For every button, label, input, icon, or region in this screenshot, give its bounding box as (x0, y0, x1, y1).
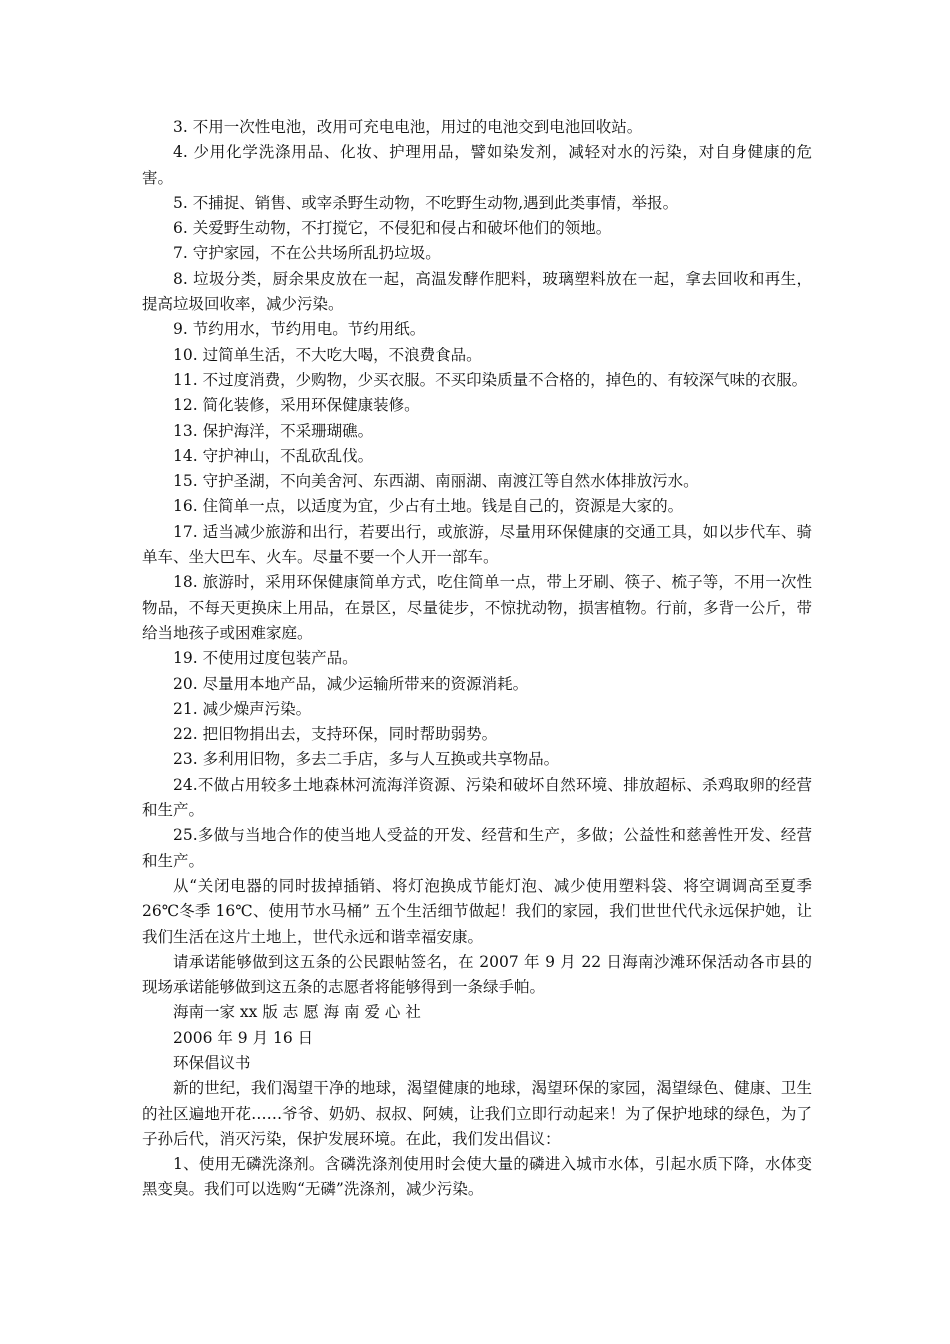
paragraph-item-18: 18. 旅游时，采用环保健康简单方式，吃住简单一点，带上牙刷、筷子、梳子等，不用一次性物品，不每天更换床上用品，在景区，尽量徒步，不惊扰动物，损害植物。行前，多背一公斤，带给当地孩子或困难家庭。 (142, 573, 812, 642)
signature-organization: 海南一家 xx 版 志 愿 海 南 爱 心 社 (173, 1003, 421, 1022)
paragraph-item-11: 11. 不过度消费，少购物，少买衣服。不买印染质量不合格的，掉色的、有较深气味的衣服。 (173, 370, 808, 389)
paragraph-item-17: 17. 适当减少旅游和出行，若要出行，或旅游，尽量用环保健康的交通工具，如以步代车、骑单车、坐大巴车、火车。尽量不要一个人开一部车。 (142, 522, 812, 567)
paragraph-item-14: 14. 守护神山，不乱砍乱伐。 (173, 446, 374, 465)
paragraph-item-19: 19. 不使用过度包装产品。 (173, 649, 358, 668)
paragraph-item-23: 23. 多利用旧物，多去二手店，多与人互换或共享物品。 (173, 750, 560, 769)
paragraph-intro: 新的世纪，我们渴望干净的地球，渴望健康的地球，渴望环保的家园，渴望绿色、健康、卫生的社区遍地开花……爷爷、奶奶、叔叔、阿姨，让我们立即行动起来！为了保护地球的绿色，为了子孙后代，消灭污染，保护发展环境。在此，我们发出倡议： (142, 1079, 812, 1148)
paragraph-item-9: 9. 节约用水，节约用电。节约用纸。 (173, 320, 426, 339)
paragraph-item-22: 22. 把旧物捐出去，支持环保，同时帮助弱势。 (173, 725, 498, 744)
paragraph-item-7: 7. 守护家园，不在公共场所乱扔垃圾。 (173, 244, 441, 263)
paragraph-item-4: 4. 少用化学洗涤用品、化妆、护理用品，譬如染发剂，减轻对水的污染，对自身健康的危害。 (142, 143, 812, 187)
paragraph-item-25: 25.多做与当地合作的使当地人受益的开发、经营和生产，多做；公益性和慈善性开发、经营和生产。 (142, 826, 812, 870)
document-body (142, 115, 812, 1203)
paragraph-item-16: 16. 住简单一点，以适度为宜，少占有土地。钱是自己的，资源是大家的。 (173, 497, 684, 516)
paragraph-item-5: 5. 不捕捉、销售、或宰杀野生动物，不吃野生动物,遇到此类事情，举报。 (173, 193, 679, 212)
paragraph-item-24: 24.不做占用较多土地森林河流海洋资源、污染和破坏自然环境、排放超标、杀鸡取卵的经营和生产。 (142, 775, 812, 820)
paragraph-item-10: 10. 过简单生活，不大吃大喝，不浪费食品。 (173, 345, 482, 364)
paragraph-item-8: 8. 垃圾分类，厨余果皮放在一起，高温发酵作肥料，玻璃塑料放在一起，拿去回收和再生，提高垃圾回收率，减少污染。 (142, 269, 812, 314)
paragraph-item-15: 15. 守护圣湖，不向美舍河、东西湖、南丽湖、南渡江等自然水体排放污水。 (173, 472, 699, 491)
paragraph-proposal-1: 1、使用无磷洗涤剂。含磷洗涤剂使用时会使大量的磷进入城市水体，引起水质下降，水体变黑变臭。我们可以选购“无磷”洗涤剂，减少污染。 (142, 1155, 812, 1199)
paragraph-item-3: 3. 不用一次性电池，改用可充电电池，用过的电池交到电池回收站。 (173, 118, 643, 136)
paragraph-item-20: 20. 尽量用本地产品，减少运输所带来的资源消耗。 (173, 674, 529, 693)
paragraph-item-12: 12. 简化装修，采用环保健康装修。 (173, 396, 420, 415)
paragraph-five-habits: 从“关闭电器的同时拔掉插销、将灯泡换成节能灯泡、减少使用塑料袋、将空调调高至夏季 26℃冬季 16℃、使用节水马桶” 五个生活细节做起！我们的家园，我们世世代代永远保护她，让我们生活在这片土地上，世代永远和谐幸福安康。 (142, 876, 812, 946)
paragraph-item-21: 21. 减少燥声污染。 (173, 699, 312, 718)
paragraph-pledge: 请承诺能够做到这五条的公民跟帖签名，在 2007 年 9 月 22 日海南沙滩环保活动各市县的现场承诺能够做到这五条的志愿者将能够得到一条绿手帕。 (142, 952, 812, 997)
section-title: 环保倡议书 (173, 1053, 251, 1072)
paragraph-item-6: 6. 关爱野生动物，不打搅它，不侵犯和侵占和破坏他们的领地。 (173, 219, 612, 238)
paragraph-item-13: 13. 保护海洋，不采珊瑚礁。 (173, 421, 374, 440)
signature-date: 2006 年 9 月 16 日 (173, 1028, 314, 1047)
